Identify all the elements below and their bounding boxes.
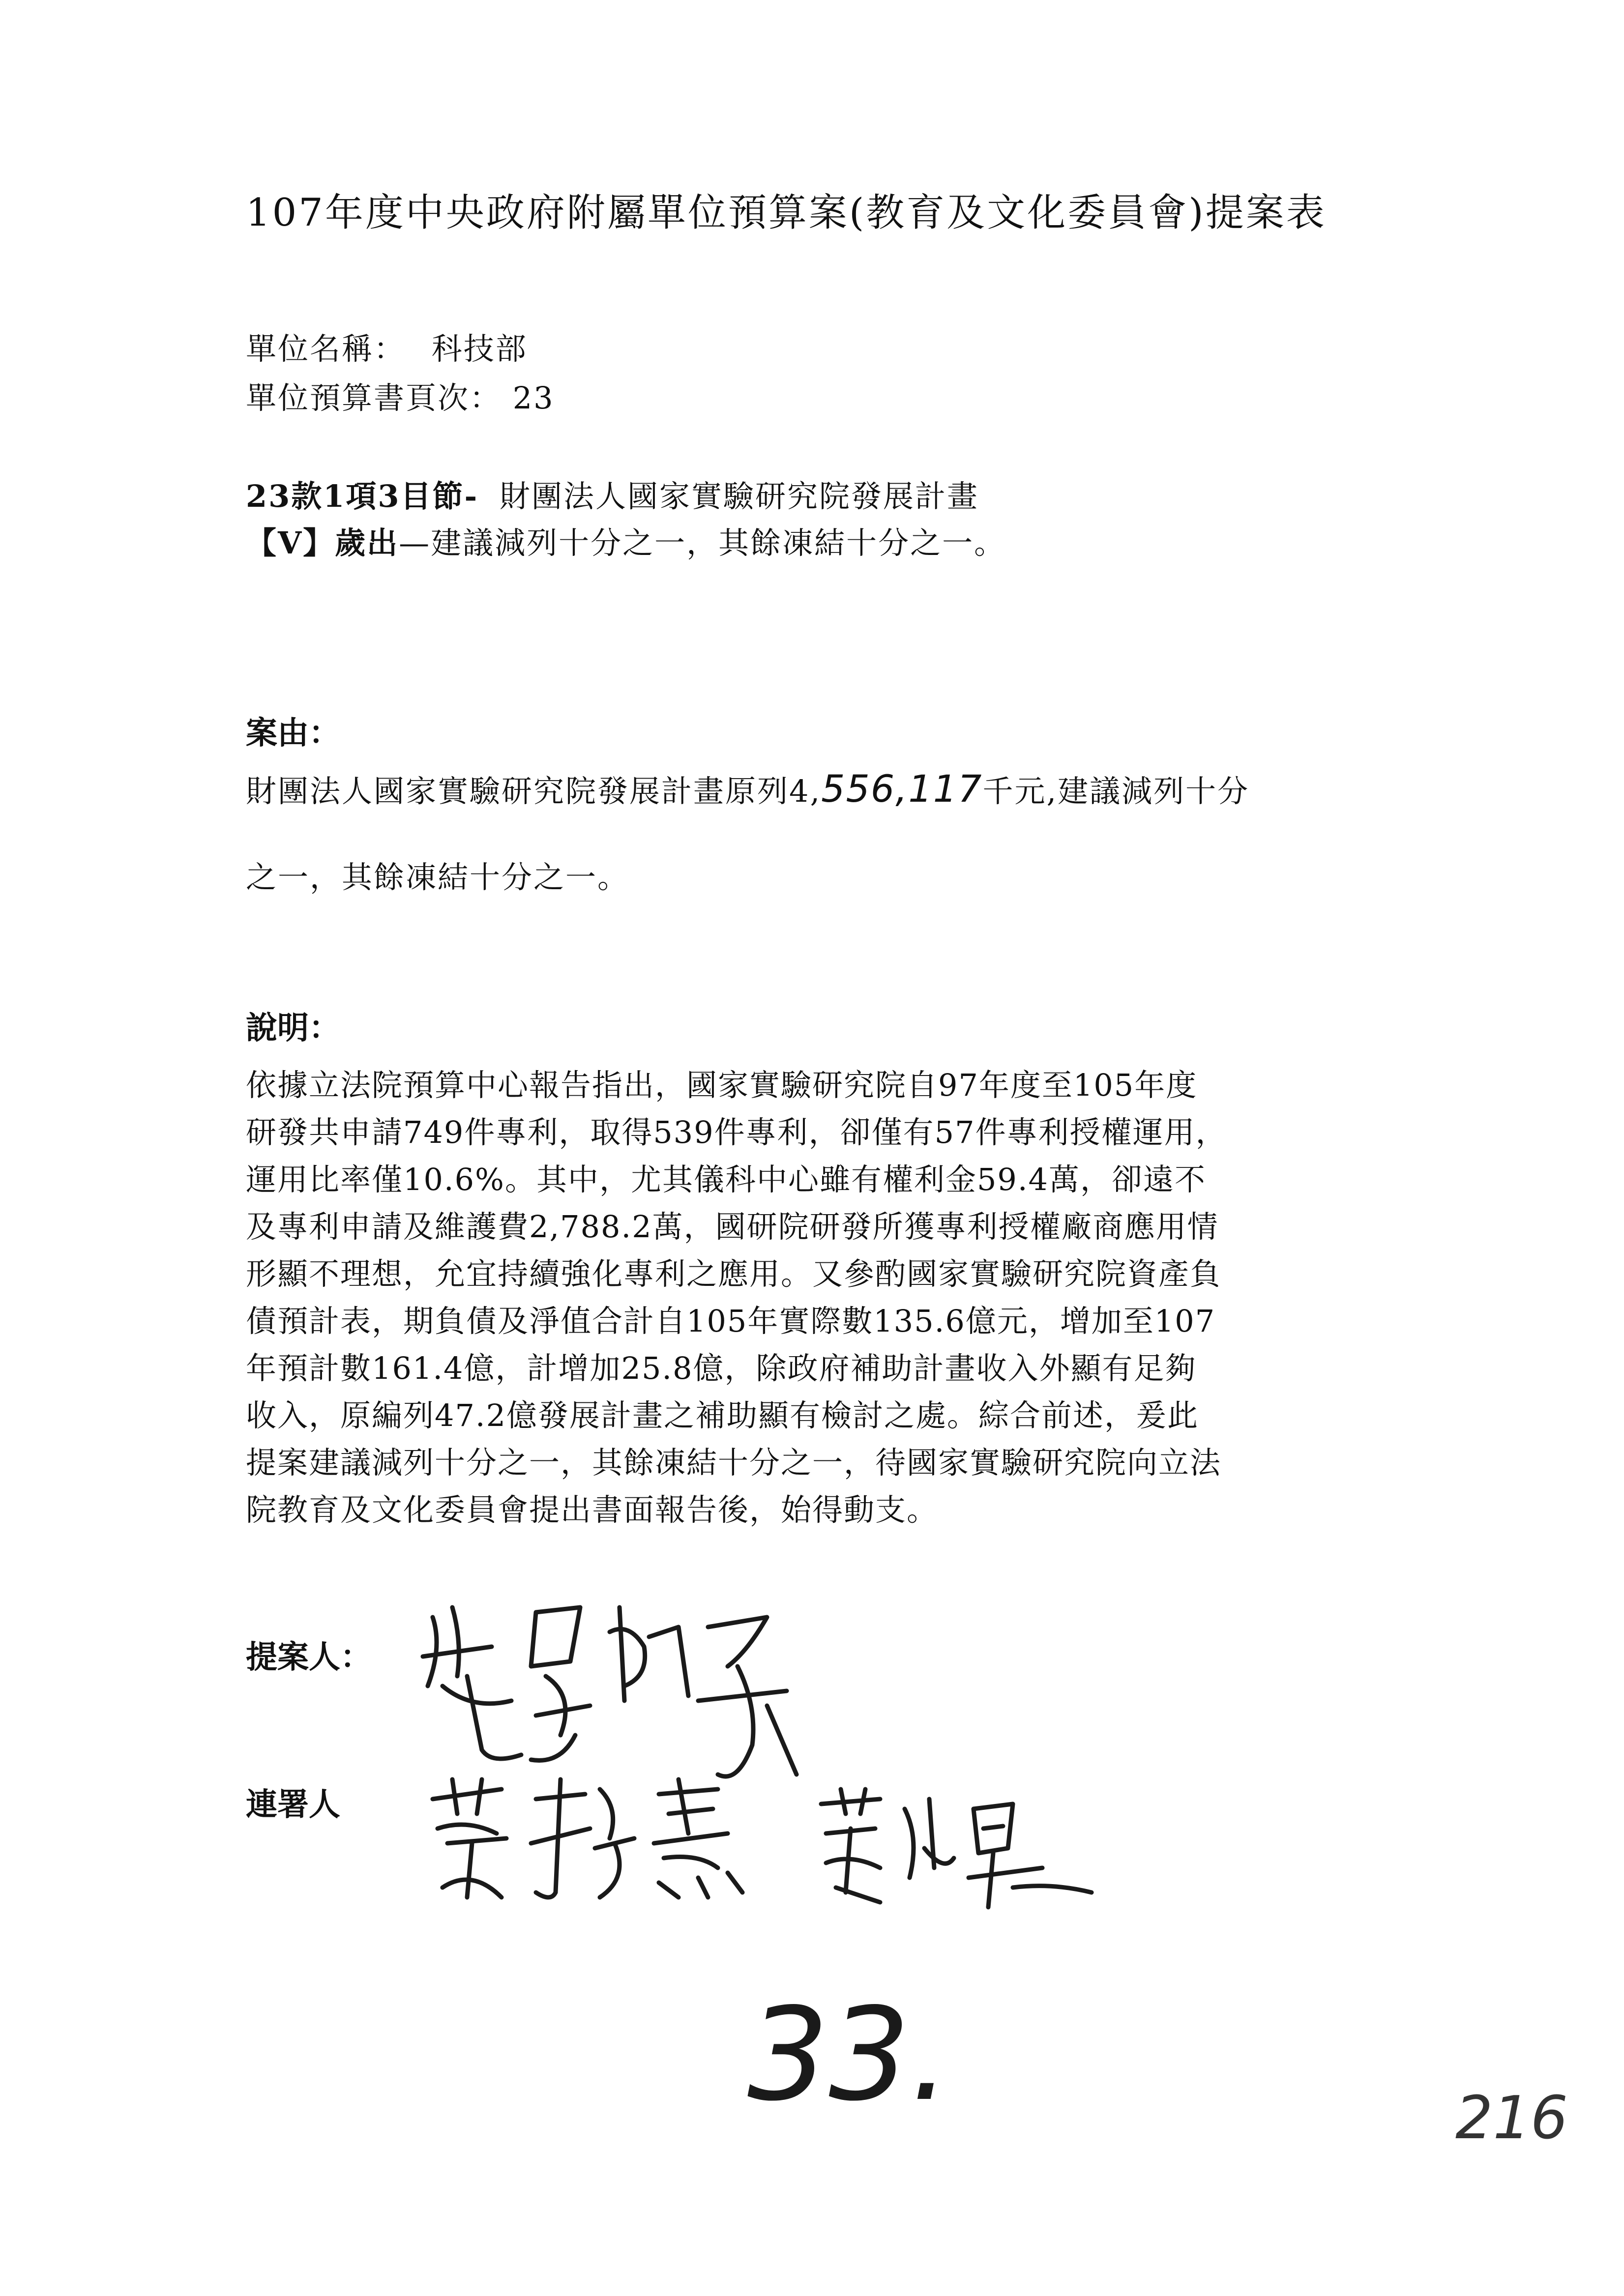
description-line: 依據立法院預算中心報告指出，國家實驗研究院自97年度至105年度 bbox=[246, 1067, 1198, 1103]
reason-line-2: 之一，其餘凍結十分之一。 bbox=[246, 859, 630, 895]
unit-name-row bbox=[246, 324, 528, 368]
reason-heading: 案由： bbox=[246, 715, 340, 752]
budget-item-row bbox=[246, 472, 979, 516]
handwritten-page-number: 33. bbox=[747, 1981, 951, 2129]
unit-name-value: 科技部 bbox=[431, 331, 528, 367]
proposer-signature bbox=[413, 1588, 856, 1794]
budget-action-row bbox=[246, 519, 1006, 562]
budget-item-name: 財團法人國家實驗研究院發展計畫 bbox=[500, 478, 979, 514]
cosigner-label: 連署人 bbox=[246, 1786, 340, 1823]
cosigner-signature-2 bbox=[806, 1779, 1111, 1922]
proposer-label: 提案人： bbox=[246, 1639, 372, 1676]
description-line: 院教育及文化委員會提出書面報告後，始得動支。 bbox=[246, 1492, 939, 1528]
description-line: 形顯不理想，允宜持續強化專利之應用。又參酌國家實驗研究院資產負 bbox=[246, 1256, 1222, 1292]
unit-page-row bbox=[246, 374, 555, 417]
cosigner-signature-1 bbox=[423, 1770, 767, 1917]
unit-page-value: 23 bbox=[512, 380, 555, 416]
budget-item-tag: 【V】 bbox=[246, 525, 335, 561]
page-title: 107年度中央政府附屬單位預算案(教育及文化委員會)提案表 bbox=[246, 191, 1327, 235]
description-body bbox=[246, 1062, 1426, 1534]
reason-line-1-suffix: 千元,建議減列十分 bbox=[982, 773, 1250, 809]
unit-page-label: 單位預算書頁次： bbox=[246, 380, 502, 416]
description-line: 研發共申請749件專利，取得539件專利，卻僅有57件專利授權運用， bbox=[246, 1114, 1227, 1150]
reason-line-1 bbox=[246, 767, 1249, 811]
reason-line-1-prefix: 財團法人國家實驗研究院發展計畫原列4, bbox=[246, 773, 822, 809]
description-line: 運用比率僅10.6%。其中，尤其儀科中心雖有權利金59.4萬，卻遠不 bbox=[246, 1162, 1207, 1197]
budget-item-type: 歲出 bbox=[335, 525, 399, 561]
description-line: 債預計表，期負債及淨值合計自105年實際數135.6億元，增加至107 bbox=[246, 1303, 1216, 1339]
description-line: 年預計數161.4億，計增加25.8億，除政府補助計畫收入外顯有足夠 bbox=[246, 1350, 1197, 1386]
reason-handwritten-amount: 556,117 bbox=[821, 767, 983, 811]
description-line: 收入，原編列47.2億發展計畫之補助顯有檢討之處。綜合前述，爰此 bbox=[246, 1397, 1199, 1433]
budget-item-action: —建議減列十分之一，其餘凍結十分之一。 bbox=[399, 525, 1006, 561]
description-line: 及專利申請及維護費2,788.2萬，國研院研發所獲專利授權廠商應用情 bbox=[246, 1209, 1219, 1245]
description-heading: 說明： bbox=[246, 1010, 340, 1046]
handwritten-sheet-number: 216 bbox=[1455, 2084, 1568, 2152]
budget-item-code: 23款1項3目節- bbox=[246, 478, 479, 514]
unit-name-label: 單位名稱： bbox=[246, 331, 406, 367]
description-line: 提案建議減列十分之一，其餘凍結十分之一，待國家實驗研究院向立法 bbox=[246, 1445, 1222, 1481]
